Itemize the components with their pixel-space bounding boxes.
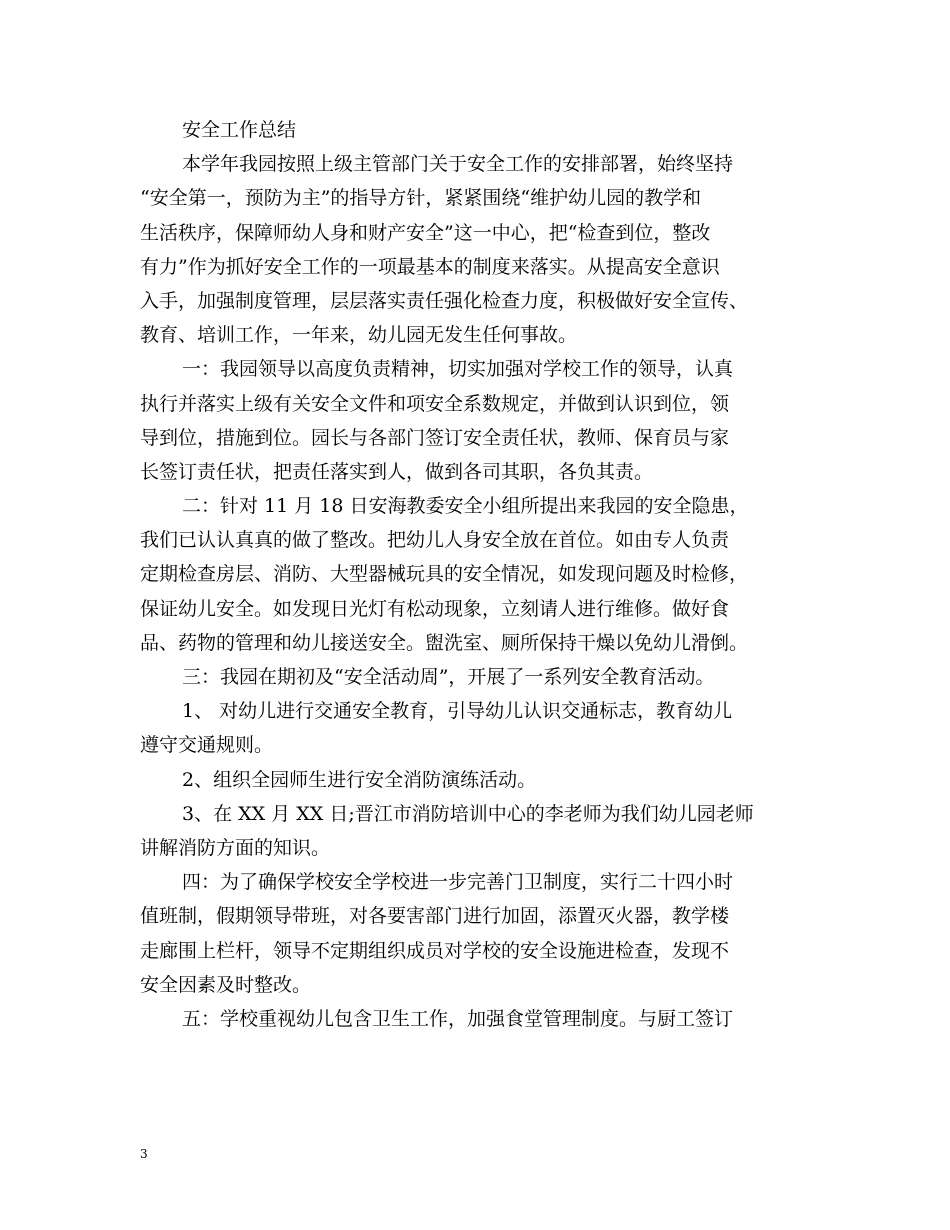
text-line: 品、药物的管理和幼儿接送安全。盥洗室、厕所保持干燥以免幼儿滑倒。 — [140, 631, 749, 654]
text-line: 入手，加强制度管理，层层落实责任强化检查力度，积极做好安全宣传、 — [140, 289, 749, 312]
document-body — [140, 113, 826, 1036]
text-line: 二：针对 11 月 18 日安海教委安全小组所提出来我园的安全隐患， — [182, 495, 749, 518]
text-line: 我们已认认真真的做了整改。把幼儿人身安全放在首位。如由专人负责 — [140, 529, 730, 552]
text-line: 五：学校重视幼儿包含卫生工作，加强食堂管理制度。与厨工签订 — [182, 1007, 734, 1030]
text-line: 三：我园在期初及“安全活动周”，开展了一系列安全教育活动。 — [182, 666, 715, 688]
text-line: 教育、培训工作，一年来，幼儿园无发生任何事故。 — [140, 324, 578, 347]
page-number: 3 — [140, 1147, 148, 1161]
text-line: 有力”作为抓好安全工作的一项最基本的制度来落实。从提高安全意识 — [140, 255, 720, 278]
document-title: 安全工作总结 — [182, 119, 297, 141]
text-line: 长签订责任状，把责任落实到人，做到各司其职，各负其责。 — [140, 460, 654, 483]
text-line: 遵守交通规则。 — [140, 734, 274, 757]
text-line: 保证幼儿安全。如发现日光灯有松动现象，立刻请人进行维修。做好食 — [140, 597, 730, 620]
text-line: 定期检查房层、消防、大型器械玩具的安全情况，如发现问题及时检修， — [140, 563, 749, 586]
text-line: 1、 对幼儿进行交通安全教育，引导幼儿认识交通标志，教育幼儿 — [182, 700, 733, 723]
text-line: 四：为了确保学校安全学校进一步完善门卫制度，实行二十四小时 — [182, 871, 734, 894]
text-line: 生活秩序，保障师幼人身和财产安全”这一中心，把“检查到位，整改 — [140, 221, 711, 244]
text-line: 讲解消防方面的知识。 — [140, 836, 331, 859]
text-line: 导到位，措施到位。园长与各部门签订安全责任状，教师、保育员与家 — [140, 426, 730, 449]
text-line: 值班制，假期领导带班，对各要害部门进行加固，添置灭火器，教学楼 — [140, 905, 730, 928]
text-line: 安全因素及时整改。 — [140, 973, 312, 996]
text-line: 2、组织全园师生进行安全消防演练活动。 — [182, 768, 537, 791]
text-line: 3、在 XX 月 XX 日;晋江市消防培训中心的李老师为我们幼儿园老师 — [182, 802, 754, 825]
text-line: 执行并落实上级有关安全文件和项安全系数规定，并做到认识到位，领 — [140, 392, 730, 415]
text-line: 本学年我园按照上级主管部门关于安全工作的安排部署，始终坚持 — [182, 153, 734, 176]
text-line: 一：我园领导以高度负责精神，切实加强对学校工作的领导，认真 — [182, 358, 734, 381]
text-line: “安全第一，预防为主”的指导方针，紧紧围绕“维护幼儿园的教学和 — [140, 187, 702, 210]
text-line: 走廊围上栏杆，领导不定期组织成员对学校的安全设施进检查，发现不 — [140, 939, 730, 962]
